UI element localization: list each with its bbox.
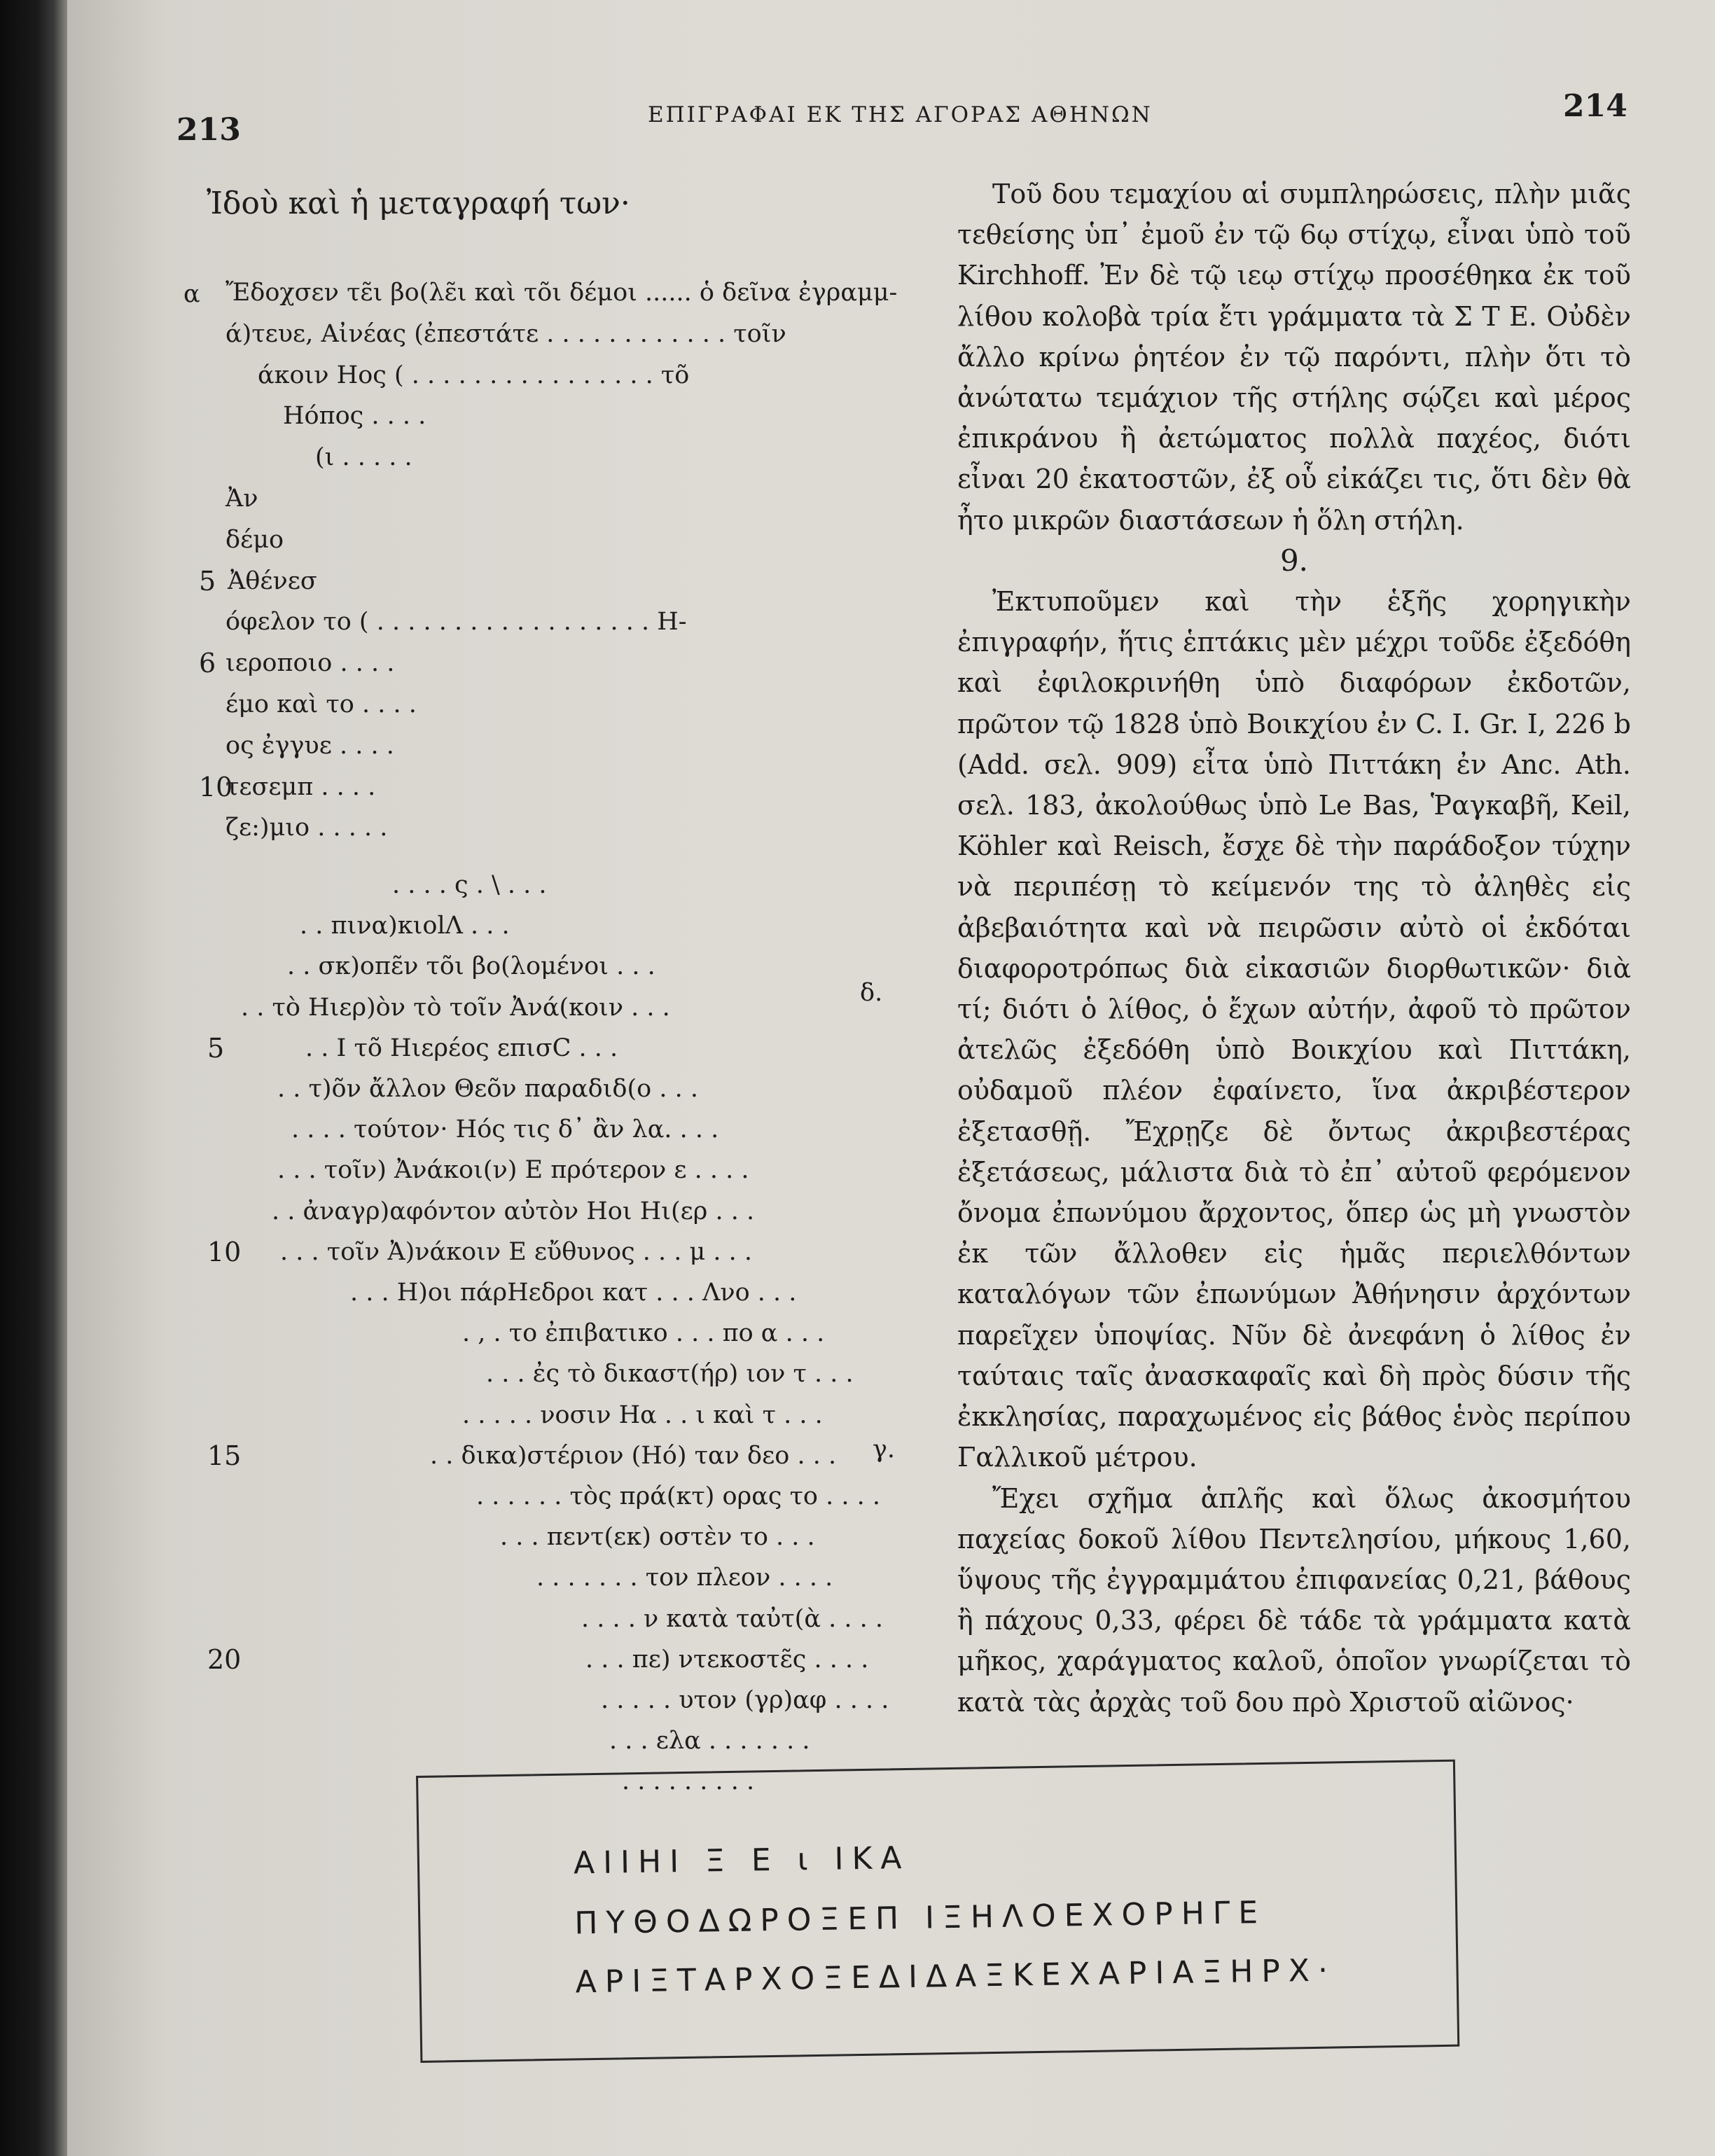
right-column-text [957,174,1631,1723]
transcription-line: όφελον το ( . . . . . . . . . . . . . . . . . . H- [225,608,687,637]
paragraph-3: Ἔχει σχῆμα ἁπλῆς καὶ ὅλως ἀκοσμήτου παχείας δοκοῦ λίθου Πεντελησίου, μήκους 1,60, ὕψους τῆς ἐγγραμμάτου ἐπιφανείας 0,21, βάθους ἢ πάχους 0,33, φέρει δὲ τάδε τὰ γράμματα κατὰ μῆκος, χαράγματος καλοῦ, ὁποῖον γνωρίζεται τὸ κατὰ τὰς ἀρχὰς τοῦ δου πρὸ Χριστοῦ αἰῶνος· [957,1482,1631,1718]
fragment-d-mark: δ. [860,979,883,1007]
transcription-line: Ἀθένεσ [228,566,317,595]
transcription-line: . . δικα)στέριον (Hό) ταν δεο . . . [430,1441,837,1470]
transcription-line: ος ἐγγυε . . . . [225,731,394,760]
transcription-line: Ἔδοχσεν τε̃ι βο(λε̃ι καὶ τõι δέμοι ...... ὁ δεῖνα ἐγραμμ- [225,279,898,307]
transcription-line: ιεροποιο . . . . [225,649,395,678]
transcription-line: Hόπος . . . . [283,402,426,431]
line-number: 5 [199,565,216,597]
right-page-number: 214 [1563,88,1627,124]
transcription-line: δέμο [225,525,284,554]
line-number: 10 [207,1236,242,1267]
book-binding-shadow [0,0,67,2156]
inscription-line-1: ΑΙΙΗΙ Ξ Ε ι ΙΚΑ [573,1839,910,1882]
transcription-line: . . . . . υτον (γρ)αφ . . . . [601,1686,889,1714]
transcription-line: . . σκ)οπε̃ν τõι βο(λομένοι . . . [287,952,655,981]
transcription-line: . . πινα)κιοlΛ . . . [300,912,510,940]
fragment-g-mark: γ. [873,1435,896,1463]
fragment-a-mark: α [183,280,200,308]
transcription-line: έμο καὶ το . . . . [225,690,417,718]
transcription-line: . . . . ν κατὰ ταὐτ(ὰ . . . . [581,1604,883,1633]
transcription-line: . . . πεντ(εκ) οστὲν το . . . [500,1523,815,1552]
inscription-line-2: ΠΥΘΟΔΩΡΟΞΕΠ ΙΞΗΛΟΕΧΟΡΗΓΕ [574,1894,1267,1942]
transcription-line: . . . . ς . \ . . . [392,871,547,899]
transcription-line: . . τ)õν ἄλλον Θεõν παραδιδ(ο . . . [277,1075,698,1103]
transcription-line: . . . τοῖν) Ἀνάκοι(ν) Ε πρότερον ε . . . . [277,1156,749,1185]
transcription-line: . . . . . . τὸς πρά(κτ) ορας το . . . . [476,1482,881,1510]
left-page-number: 213 [176,112,241,148]
line-number: 10 [199,771,233,802]
line-number: 6 [199,648,216,679]
transcription-line: . . I τõ Hιερέος επισC . . . [305,1034,618,1062]
transcription-line: . . τὸ Hιερ)ὸν τὸ τοῖν Ἀνά(κοιν . . . [241,993,670,1022]
paragraph-1: Τοῦ δου τεμαχίου αἱ συμπληρώσεις, πλὴν μιᾶς τεθείσης ὑπ᾽ ἐμοῦ ἐν τῷ 6ῳ στίχῳ, εἶναι ὑπὸ τοῦ Kirchhoff. Ἐν δὲ τῷ ιεῳ στίχῳ προσέθηκα ἐκ τοῦ λίθου κολοβὰ τρία ἔτι γράμματα τὰ Σ Τ Ε. Οὐδὲν ἄλλο κρίνω ῥητέον ἐν τῷ παρόντι, πλὴν ὅτι τὸ ἀνώτατω τεμάχιον τῆς στήλης σῴζει καὶ μέρος ἐπικράνου ἢ ἀετώματος πολλὰ παχέος, διότι εἶναι 20 ἑκατοστῶν, ἐξ οὗ εἰκάζει τις, ὅτι δὲν θὰ ἦτο μικρῶν διαστάσεων ἡ ὅλη στήλη. [957,179,1631,536]
transcription-line: (ι . . . . . [315,443,412,472]
paragraph-2: Ἐκτυποῦμεν καὶ τὴν ἑξῆς χορηγικὴν ἐπιγραφήν, ἥτις ἑπτάκις μὲν μέχρι τοῦδε ἐξεδόθη καὶ ἐφιλοκρινήθη ὑπὸ διαφόρων ἐκδοτῶν, πρῶτον τῷ 1828 ὑπὸ Βοικχίου ἐν C. I. Gr. I, 226 b (Add. σελ. 909) εἶτα ὑπὸ Πιττάκη ἐν Anc. Ath. σελ. 183, ἀκολούθως ὑπὸ Le Bas, Ῥαγκαβῆ, Keil, Köhler καὶ Reisch, ἔσχε δὲ τὴν παράδοξον τύχην νὰ περιπέσῃ τὸ κείμενόν της τὸ ἀληθὲς εἰς ἀβεβαιότητα καὶ νὰ πειρῶσιν αὐτὸ οἱ ἐκδόται διαφοροτρόπως διὰ εἰκασιῶν διορθωτικῶν· διὰ τί; διότι ὁ λίθος, ὁ ἔχων αὐτήν, ἀφοῦ τὸ πρῶτον ἀτελῶς ἐξεδόθη ὑπὸ Βοικχίου καὶ Πιττάκη, οὐδαμοῦ πλέον ἐφαίνετο, ἵνα ἀκριβέστερον ἐξετασθῇ. Ἔχρῃζε δὲ ὄντως ἀκριβεστέρας ἐξετάσεως, μάλιστα διὰ τὸ ἐπ᾽ αὐτοῦ φερόμενον ὄνομα ἐπωνύμου ἄρχοντος, ὅπερ ὡς μὴ γνωστὸν ἐκ τῶν ἄλλοθεν εἰς ἡμᾶς περιελθόντων καταλόγων τῶν ἐπωνύμων Ἀθήνησιν ἀρχόντων παρεῖχεν ὑποψίας. Νῦν δὲ ἀνεφάνη ὁ λίθος ἐν ταύταις ταῖς ἀνασκαφαῖς καὶ δὴ πρὸς δύσιν τῆς ἐκκλησίας, παραχωμένος εἰς βάθος ἑνὸς περίπου Γαλλικοῦ μέτρου. [957,586,1631,1473]
transcription-line: . . . ἐς τὸ δικαστ(ήρ) ιον τ . . . [486,1360,854,1389]
inscription-box [416,1760,1459,2063]
inscription-line-3: ΑΡΙΞΤΑΡΧΟΞΕΔΙΔΑΞΚΕΧΑΡΙΑΞΗΡΧ· [575,1952,1337,2001]
transcription-line: . . . H)οι πάρHεδροι κατ . . . Λνο . . . [350,1279,797,1307]
transcription-line: . . . τοῖν Ἀ)νάκοιν Ε εὔθυνος . . . μ . . . [280,1237,752,1266]
line-number: 20 [207,1643,242,1675]
transcription-line: ά)τευε, Αἰνέας (ἐπεστάτε . . . . . . . . . . . . τοῖν [225,319,786,348]
transcription-line: . . . . . . . τον πλεον . . . . [536,1564,833,1592]
transcription-line: . . . . . . . . . [622,1767,755,1796]
transcription-line: Ἀν [225,485,258,513]
transcription-line: . . ἀναγρ)αφόντον αὐτὸν Hοι Hι(ερ . . . [272,1197,755,1225]
section-number: 9. [1279,543,1309,578]
transcription-line: ζε:)μιο . . . . . [225,814,388,842]
transcription-line: . , . το ἐπιβατικο . . . πο α . . . [462,1319,825,1348]
transcription-line: τεσεμπ . . . . [225,772,376,801]
transcription-line: . . . ελα . . . . . . . [609,1727,810,1755]
line-number: 15 [207,1440,242,1471]
transcription-line: . . . . . νοσιν Hα . . ι καὶ τ . . . [462,1400,823,1429]
transcription-line: άκοιν Hος ( . . . . . . . . . . . . . . . . τõ [258,361,690,389]
left-intro-line: Ἰδοὺ καὶ ἡ μεταγραφή των· [207,186,630,221]
transcription-line: . . . . τούτον· Hός τις δ᾽ ἂν λα. . . . [291,1115,719,1144]
transcription-line: . . . πε) ντεκοστε̃ς . . . . [585,1645,869,1674]
line-number: 5 [207,1032,225,1064]
running-title: ΕΠΙΓΡΑΦΑΙ ΕΚ ΤΗΣ ΑΓΟΡΑΣ ΑΘΗΝΩΝ [648,102,1153,127]
